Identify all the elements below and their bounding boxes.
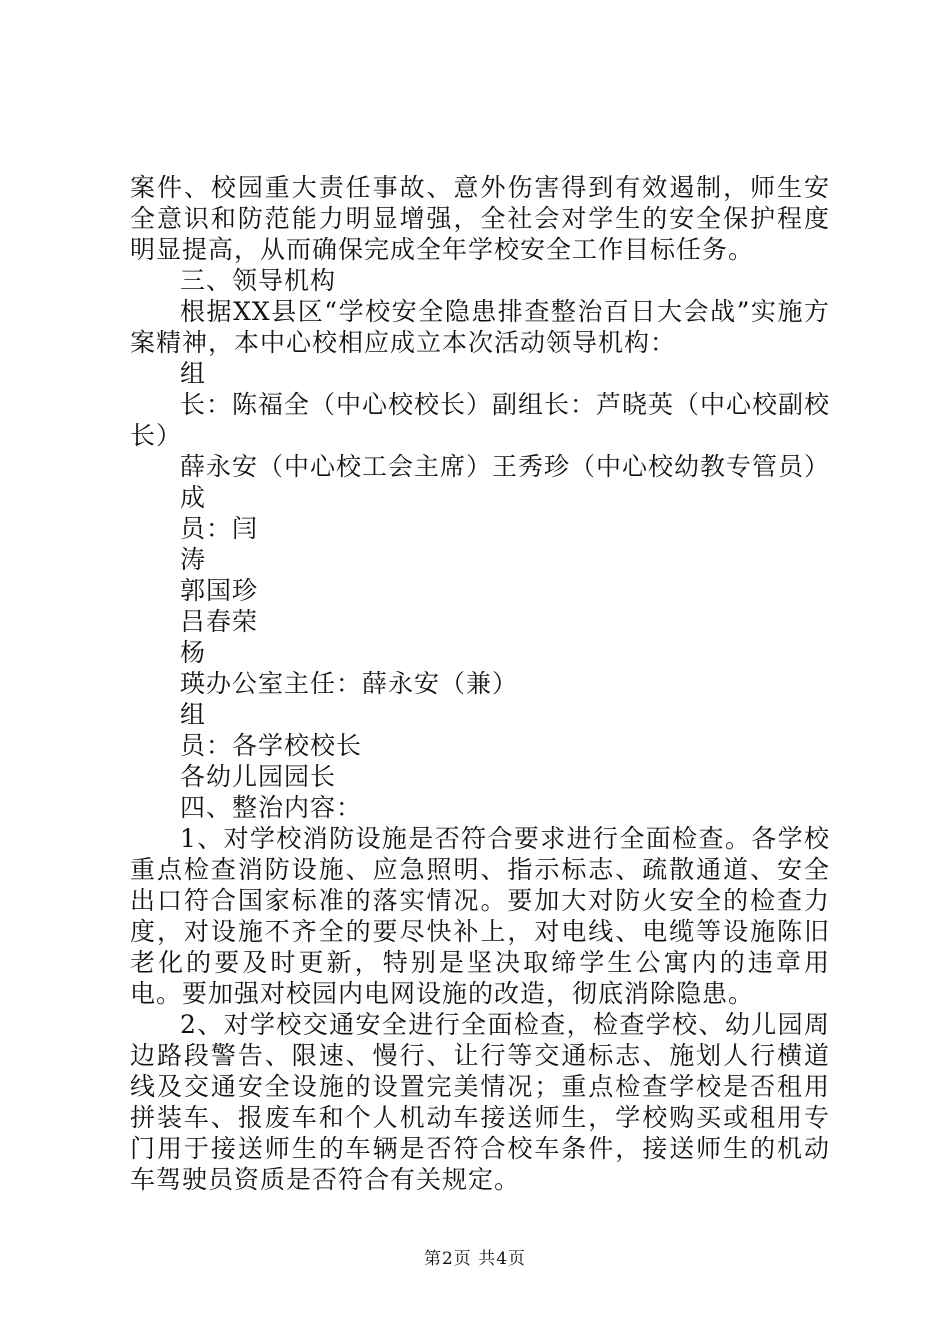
heading-leadership: 三、领导机构 [180, 266, 337, 295]
paragraph-fire-safety: 1、对学校消防设施是否符合要求进行全面检查。各学校重点检查消防设施、应急照明、指示标志、疏散通道、安全出口符合国家标准的落实情况。要加大对防火安全的检查力度，对设施不齐全的要尽快补上，对电线、电缆等设施陈旧老化的要及时更新，特别是坚决取缔学生公寓内的违章用电。要加强对校园内电网设施的改造，彻底消除隐患。 [130, 824, 830, 1008]
page-footer: 第2页 共4页 [423, 1249, 527, 1269]
document-body [130, 172, 830, 1195]
line-member-1a: 员：闫 [180, 514, 259, 543]
line-deputy-leaders: 薛永安（中心校工会主席）王秀珍（中心校幼教专管员） [180, 452, 831, 481]
paragraph-leadership-intro: 根据XX县区“学校安全隐患排查整治百日大会战”实施方案精神，本中心校相应成立本次活动领导机构： [130, 297, 830, 357]
line-group-leader: 长：陈福全（中心校校长）副组长：芦晓英（中心校副校长） [130, 390, 831, 450]
paragraph-traffic-safety: 2、对学校交通安全进行全面检查，检查学校、幼儿园周边路段警告、限速、慢行、让行等交通标志、施划人行横道线及交通安全设施的设置完美情况；重点检查学校是否租用拼装车、报废车和个人机动车接送师生，学校购买或租用专门用于接送师生的车辆是否符合校车条件，接送师生的机动车驾驶员资质是否符合有关规定。 [130, 1010, 830, 1194]
paragraph-safety-goal: 案件、校园重大责任事故、意外伤害得到有效遏制，师生安全意识和防范能力明显增强，全社会对学生的安全保护程度明显提高，从而确保完成全年学校安全工作目标任务。 [130, 173, 830, 264]
line-member-1b: 涛 [180, 545, 207, 574]
heading-rectification: 四、整治内容： [180, 793, 363, 822]
line-member-3: 吕春荣 [180, 607, 259, 636]
line-office-director: 瑛办公室主任：薛永安（兼） [180, 669, 519, 698]
line-member-4a: 杨 [180, 638, 207, 667]
line-kindergarten-directors: 各幼儿园园长 [180, 762, 337, 791]
line-group-members-label: 组 [180, 700, 207, 729]
line-members-label: 成 [180, 483, 207, 512]
line-school-principals: 员：各学校校长 [180, 731, 363, 760]
line-member-2: 郭国珍 [180, 576, 259, 605]
line-group-label: 组 [180, 359, 207, 388]
